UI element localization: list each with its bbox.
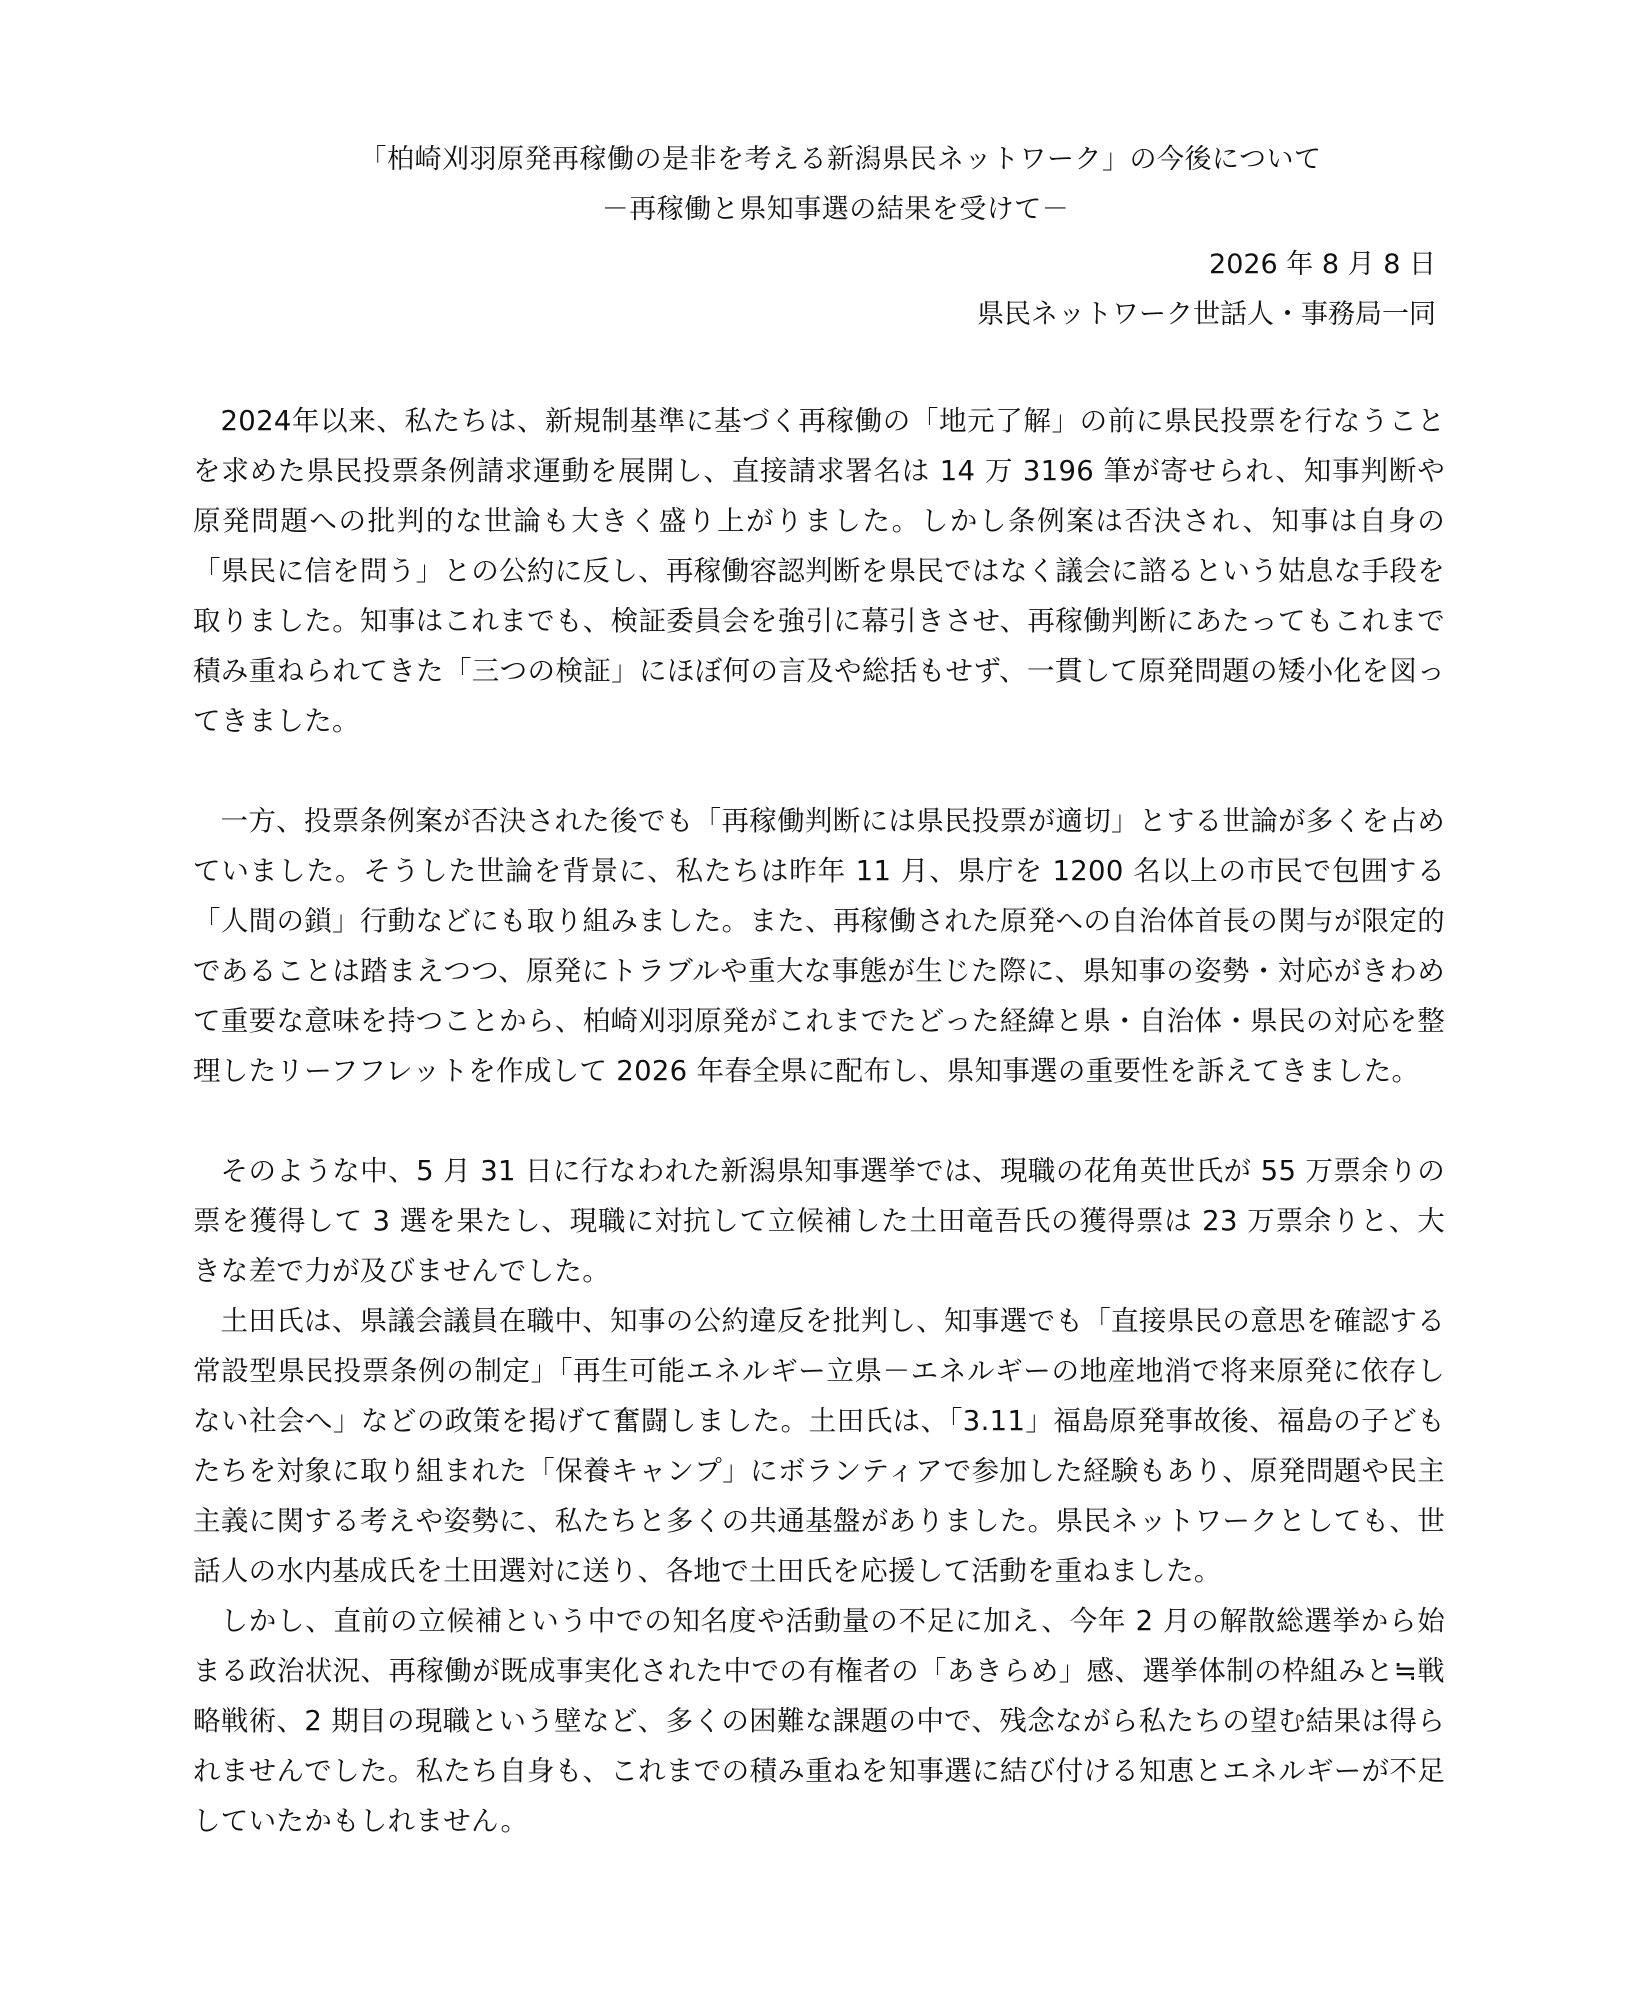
paragraph-4: 土田氏は、県議会議員在職中、知事の公約違反を批判し、知事選でも「直接県民の意思を確認する常設型県民投票条例の制定」「再生可能エネルギー立県－エネルギーの地産地消で将来原発に依存しない社会へ」などの政策を掲げて奮闘しました。土田氏は、「3.11」福島原発事故後、福島の子どもたちを対象に取り組まれた「保養キャンプ」にボランティアで参加した経験もあり、原発問題や民主主義に関する考えや姿勢に、私たちと多くの共通基盤がありました。県民ネットワークとしても、世話人の水内基成氏を土田選対に送り、各地で土田氏を応援して活動を重ねました。 xyxy=(193,1305,1445,1587)
document-body xyxy=(193,396,1445,1846)
paragraph-5: しかし、直前の立候補という中での知名度や活動量の不足に加え、今年 2 月の解散総選挙から始まる政治状況、再稼働が既成事実化された中での有権者の「あきらめ」感、選挙体制の枠組みと≒戦略戦術、2 期目の現職という壁など、多くの困難な課題の中で、残念ながら私たちの望む結果は得られませんでした。私たち自身も、これまでの積み重ねを知事選に結び付ける知恵とエネルギーが不足していたかもしれません。 xyxy=(193,1605,1445,1837)
document-title: 「柏崎刈羽原発再稼働の是非を考える新潟県民ネットワーク」の今後について xyxy=(359,144,1322,175)
document-subtitle: －再稼働と県知事選の結果を受けて－ xyxy=(601,194,1070,225)
paragraph-2: 一方、投票条例案が否決された後でも「再稼働判断には県民投票が適切」とする世論が多くを占めていました。そうした世論を背景に、私たちは昨年 11 月、県庁を 1200 名以上の市民で包囲する「人間の鎖」行動などにも取り組みました。また、再稼働された原発への自治体首長の関与が限定的であることは踏まえつつ、原発にトラブルや重大な事態が生じた際に、県知事の姿勢・対応がきわめて重要な意味を持つことから、柏崎刈羽原発がこれまでたどった経緯と県・自治体・県民の対応を整理したリーフフレットを作成して 2026 年春全県に配布し、県知事選の重要性を訴えてきました。 xyxy=(193,805,1445,1087)
title-block xyxy=(0,140,1631,230)
document-meta xyxy=(977,240,1436,340)
document-author: 県民ネットワーク世話人・事務局一同 xyxy=(977,299,1436,330)
paragraph-3: そのような中、5 月 31 日に行なわれた新潟県知事選挙では、現職の花角英世氏が 55 万票余りの票を獲得して 3 選を果たし、現職に対抗して立候補した土田竜吾氏の獲得票は 23 万票余りと、大きな差で力が及びませんでした。 xyxy=(193,1155,1445,1287)
document-date: 2026 年 8 月 8 日 xyxy=(1209,249,1436,280)
paragraph-1: 2024年以来、私たちは、新規制基準に基づく再稼働の「地元了解」の前に県民投票を行なうことを求めた県民投票条例請求運動を展開し、直接請求署名は 14 万 3196 筆が寄せられ、知事判断や原発問題への批判的な世論も大きく盛り上がりました。しかし条例案は否決され、知事は自身の「県民に信を問う」との公約に反し、再稼働容認判断を県民ではなく議会に諮るという姑息な手段を取りました。知事はこれまでも、検証委員会を強引に幕引きさせ、再稼働判断にあたってもこれまで積み重ねられてきた「三つの検証」にほぼ何の言及や総括もせず、一貫して原発問題の矮小化を図ってきました。 xyxy=(193,405,1445,737)
